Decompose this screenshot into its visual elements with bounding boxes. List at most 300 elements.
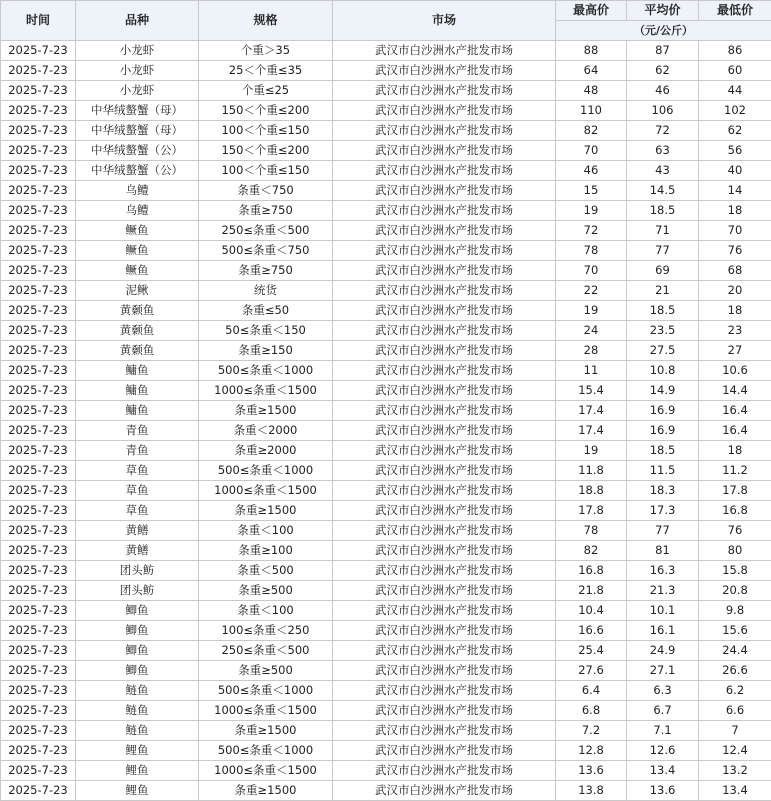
cell-min-price: 15.8	[699, 561, 771, 581]
cell-spec: 100＜个重≤150	[199, 121, 333, 141]
cell-spec: 150＜个重≤200	[199, 141, 333, 161]
cell-variety: 团头鲂	[76, 561, 199, 581]
cell-min-price: 13.2	[699, 761, 771, 781]
cell-spec: 统货	[199, 281, 333, 301]
cell-avg-price: 13.6	[627, 781, 699, 801]
table-row	[1, 781, 771, 801]
cell-max-price: 6.4	[556, 681, 627, 701]
cell-market: 武汉市白沙洲水产批发市场	[333, 401, 556, 421]
cell-variety: 中华绒螯蟹（母）	[76, 121, 199, 141]
cell-spec: 1000≤条重＜1500	[199, 381, 333, 401]
cell-min-price: 16.4	[699, 401, 771, 421]
cell-date: 2025-7-23	[1, 741, 76, 761]
table-row	[1, 741, 771, 761]
cell-spec: 条重≥1500	[199, 721, 333, 741]
cell-spec: 1000≤条重＜1500	[199, 761, 333, 781]
cell-date: 2025-7-23	[1, 261, 76, 281]
cell-min-price: 27	[699, 341, 771, 361]
cell-market: 武汉市白沙洲水产批发市场	[333, 601, 556, 621]
cell-max-price: 17.4	[556, 421, 627, 441]
cell-min-price: 16.4	[699, 421, 771, 441]
cell-variety: 鲤鱼	[76, 741, 199, 761]
cell-avg-price: 6.7	[627, 701, 699, 721]
table-row	[1, 481, 771, 501]
cell-spec: 条重≥100	[199, 541, 333, 561]
cell-min-price: 24.4	[699, 641, 771, 661]
cell-avg-price: 69	[627, 261, 699, 281]
header-avg-price: 平均价	[627, 1, 699, 21]
cell-date: 2025-7-23	[1, 721, 76, 741]
cell-market: 武汉市白沙洲水产批发市场	[333, 741, 556, 761]
cell-variety: 乌鳢	[76, 181, 199, 201]
cell-variety: 鳙鱼	[76, 361, 199, 381]
cell-max-price: 82	[556, 121, 627, 141]
header-min-price: 最低价	[699, 1, 771, 21]
cell-date: 2025-7-23	[1, 41, 76, 61]
cell-spec: 条重≤50	[199, 301, 333, 321]
cell-market: 武汉市白沙洲水产批发市场	[333, 441, 556, 461]
cell-market: 武汉市白沙洲水产批发市场	[333, 381, 556, 401]
cell-date: 2025-7-23	[1, 161, 76, 181]
cell-avg-price: 18.5	[627, 301, 699, 321]
cell-min-price: 10.6	[699, 361, 771, 381]
table-header	[1, 1, 771, 41]
cell-market: 武汉市白沙洲水产批发市场	[333, 201, 556, 221]
cell-spec: 1000≤条重＜1500	[199, 481, 333, 501]
cell-spec: 1000≤条重＜1500	[199, 701, 333, 721]
cell-min-price: 14.4	[699, 381, 771, 401]
cell-max-price: 16.8	[556, 561, 627, 581]
cell-avg-price: 6.3	[627, 681, 699, 701]
cell-market: 武汉市白沙洲水产批发市场	[333, 101, 556, 121]
cell-date: 2025-7-23	[1, 621, 76, 641]
cell-variety: 鳙鱼	[76, 381, 199, 401]
cell-max-price: 21.8	[556, 581, 627, 601]
cell-market: 武汉市白沙洲水产批发市场	[333, 761, 556, 781]
cell-spec: 个重＞35	[199, 41, 333, 61]
cell-variety: 鲢鱼	[76, 721, 199, 741]
cell-spec: 个重≤25	[199, 81, 333, 101]
cell-market: 武汉市白沙洲水产批发市场	[333, 181, 556, 201]
cell-variety: 中华绒螯蟹（公）	[76, 141, 199, 161]
cell-date: 2025-7-23	[1, 61, 76, 81]
cell-variety: 小龙虾	[76, 41, 199, 61]
cell-avg-price: 21	[627, 281, 699, 301]
cell-market: 武汉市白沙洲水产批发市场	[333, 481, 556, 501]
cell-spec: 250≤条重＜500	[199, 221, 333, 241]
table-row	[1, 721, 771, 741]
cell-market: 武汉市白沙洲水产批发市场	[333, 281, 556, 301]
cell-avg-price: 18.3	[627, 481, 699, 501]
table-row	[1, 361, 771, 381]
cell-max-price: 78	[556, 241, 627, 261]
cell-date: 2025-7-23	[1, 661, 76, 681]
cell-max-price: 82	[556, 541, 627, 561]
cell-date: 2025-7-23	[1, 521, 76, 541]
cell-max-price: 18.8	[556, 481, 627, 501]
cell-date: 2025-7-23	[1, 381, 76, 401]
cell-min-price: 14	[699, 181, 771, 201]
cell-max-price: 11	[556, 361, 627, 381]
table-row	[1, 541, 771, 561]
cell-spec: 条重≥2000	[199, 441, 333, 461]
cell-spec: 条重＜100	[199, 521, 333, 541]
header-market: 市场	[333, 1, 556, 41]
cell-market: 武汉市白沙洲水产批发市场	[333, 781, 556, 801]
table-row	[1, 561, 771, 581]
table-row	[1, 581, 771, 601]
cell-avg-price: 27.1	[627, 661, 699, 681]
cell-market: 武汉市白沙洲水产批发市场	[333, 501, 556, 521]
table-row	[1, 261, 771, 281]
cell-date: 2025-7-23	[1, 301, 76, 321]
cell-min-price: 15.6	[699, 621, 771, 641]
cell-date: 2025-7-23	[1, 461, 76, 481]
cell-variety: 鲤鱼	[76, 781, 199, 801]
cell-max-price: 12.8	[556, 741, 627, 761]
cell-date: 2025-7-23	[1, 101, 76, 121]
cell-avg-price: 77	[627, 241, 699, 261]
cell-market: 武汉市白沙洲水产批发市场	[333, 521, 556, 541]
cell-min-price: 6.6	[699, 701, 771, 721]
cell-date: 2025-7-23	[1, 601, 76, 621]
table-body	[1, 41, 771, 801]
cell-date: 2025-7-23	[1, 701, 76, 721]
cell-max-price: 16.6	[556, 621, 627, 641]
cell-variety: 黄鳝	[76, 541, 199, 561]
cell-variety: 草鱼	[76, 461, 199, 481]
cell-max-price: 27.6	[556, 661, 627, 681]
cell-avg-price: 16.9	[627, 421, 699, 441]
cell-max-price: 78	[556, 521, 627, 541]
cell-date: 2025-7-23	[1, 181, 76, 201]
cell-max-price: 13.6	[556, 761, 627, 781]
cell-spec: 100≤条重＜250	[199, 621, 333, 641]
cell-max-price: 19	[556, 441, 627, 461]
table-row	[1, 401, 771, 421]
cell-min-price: 80	[699, 541, 771, 561]
table-row	[1, 421, 771, 441]
header-date: 时间	[1, 1, 76, 41]
cell-date: 2025-7-23	[1, 321, 76, 341]
table-row	[1, 81, 771, 101]
cell-spec: 条重≥750	[199, 201, 333, 221]
cell-date: 2025-7-23	[1, 681, 76, 701]
header-spec: 规格	[199, 1, 333, 41]
table-row	[1, 141, 771, 161]
cell-date: 2025-7-23	[1, 361, 76, 381]
cell-market: 武汉市白沙洲水产批发市场	[333, 621, 556, 641]
cell-spec: 500≤条重＜750	[199, 241, 333, 261]
cell-market: 武汉市白沙洲水产批发市场	[333, 461, 556, 481]
cell-date: 2025-7-23	[1, 781, 76, 801]
cell-avg-price: 77	[627, 521, 699, 541]
cell-variety: 鳙鱼	[76, 401, 199, 421]
cell-market: 武汉市白沙洲水产批发市场	[333, 81, 556, 101]
cell-min-price: 60	[699, 61, 771, 81]
table-row	[1, 41, 771, 61]
cell-max-price: 13.8	[556, 781, 627, 801]
cell-avg-price: 21.3	[627, 581, 699, 601]
cell-variety: 黄鳝	[76, 521, 199, 541]
table-row	[1, 381, 771, 401]
cell-date: 2025-7-23	[1, 201, 76, 221]
cell-max-price: 110	[556, 101, 627, 121]
cell-spec: 250≤条重＜500	[199, 641, 333, 661]
cell-date: 2025-7-23	[1, 121, 76, 141]
cell-variety: 鲢鱼	[76, 701, 199, 721]
cell-max-price: 19	[556, 201, 627, 221]
cell-variety: 鲤鱼	[76, 761, 199, 781]
table-row	[1, 681, 771, 701]
cell-min-price: 18	[699, 201, 771, 221]
cell-min-price: 102	[699, 101, 771, 121]
cell-spec: 500≤条重＜1000	[199, 681, 333, 701]
cell-max-price: 7.2	[556, 721, 627, 741]
cell-market: 武汉市白沙洲水产批发市场	[333, 641, 556, 661]
cell-variety: 黄颡鱼	[76, 301, 199, 321]
table-row	[1, 221, 771, 241]
cell-variety: 黄颡鱼	[76, 341, 199, 361]
cell-min-price: 20	[699, 281, 771, 301]
cell-variety: 中华绒螯蟹（公）	[76, 161, 199, 181]
cell-variety: 鲫鱼	[76, 661, 199, 681]
cell-avg-price: 10.8	[627, 361, 699, 381]
cell-min-price: 86	[699, 41, 771, 61]
cell-variety: 青鱼	[76, 441, 199, 461]
cell-avg-price: 63	[627, 141, 699, 161]
cell-min-price: 68	[699, 261, 771, 281]
cell-min-price: 76	[699, 241, 771, 261]
table-row	[1, 641, 771, 661]
cell-market: 武汉市白沙洲水产批发市场	[333, 261, 556, 281]
cell-variety: 乌鳢	[76, 201, 199, 221]
cell-min-price: 76	[699, 521, 771, 541]
cell-market: 武汉市白沙洲水产批发市场	[333, 221, 556, 241]
cell-avg-price: 16.9	[627, 401, 699, 421]
cell-date: 2025-7-23	[1, 561, 76, 581]
cell-variety: 青鱼	[76, 421, 199, 441]
table-row	[1, 201, 771, 221]
cell-min-price: 9.8	[699, 601, 771, 621]
cell-market: 武汉市白沙洲水产批发市场	[333, 581, 556, 601]
cell-date: 2025-7-23	[1, 441, 76, 461]
cell-max-price: 25.4	[556, 641, 627, 661]
cell-date: 2025-7-23	[1, 241, 76, 261]
table-row	[1, 701, 771, 721]
cell-avg-price: 16.1	[627, 621, 699, 641]
cell-avg-price: 71	[627, 221, 699, 241]
cell-variety: 泥鳅	[76, 281, 199, 301]
table-row	[1, 101, 771, 121]
cell-spec: 条重≥1500	[199, 401, 333, 421]
cell-max-price: 15	[556, 181, 627, 201]
cell-max-price: 48	[556, 81, 627, 101]
cell-market: 武汉市白沙洲水产批发市场	[333, 541, 556, 561]
cell-date: 2025-7-23	[1, 81, 76, 101]
table-row	[1, 301, 771, 321]
cell-variety: 小龙虾	[76, 81, 199, 101]
cell-avg-price: 62	[627, 61, 699, 81]
cell-variety: 鳜鱼	[76, 241, 199, 261]
cell-variety: 鲫鱼	[76, 641, 199, 661]
cell-spec: 100＜个重≤150	[199, 161, 333, 181]
cell-spec: 条重＜750	[199, 181, 333, 201]
cell-variety: 草鱼	[76, 481, 199, 501]
cell-spec: 条重≥750	[199, 261, 333, 281]
cell-avg-price: 18.5	[627, 441, 699, 461]
cell-max-price: 28	[556, 341, 627, 361]
table-row	[1, 761, 771, 781]
cell-min-price: 62	[699, 121, 771, 141]
cell-date: 2025-7-23	[1, 481, 76, 501]
cell-variety: 团头鲂	[76, 581, 199, 601]
cell-spec: 500≤条重＜1000	[199, 741, 333, 761]
cell-avg-price: 24.9	[627, 641, 699, 661]
cell-market: 武汉市白沙洲水产批发市场	[333, 41, 556, 61]
cell-market: 武汉市白沙洲水产批发市场	[333, 321, 556, 341]
cell-market: 武汉市白沙洲水产批发市场	[333, 721, 556, 741]
cell-min-price: 44	[699, 81, 771, 101]
header-max-price: 最高价	[556, 1, 627, 21]
cell-max-price: 17.8	[556, 501, 627, 521]
cell-spec: 50≤条重＜150	[199, 321, 333, 341]
cell-min-price: 20.8	[699, 581, 771, 601]
cell-max-price: 6.8	[556, 701, 627, 721]
cell-spec: 条重≥500	[199, 661, 333, 681]
header-variety: 品种	[76, 1, 199, 41]
cell-date: 2025-7-23	[1, 421, 76, 441]
cell-market: 武汉市白沙洲水产批发市场	[333, 561, 556, 581]
cell-market: 武汉市白沙洲水产批发市场	[333, 161, 556, 181]
cell-max-price: 70	[556, 141, 627, 161]
cell-avg-price: 16.3	[627, 561, 699, 581]
cell-avg-price: 43	[627, 161, 699, 181]
cell-market: 武汉市白沙洲水产批发市场	[333, 681, 556, 701]
cell-min-price: 11.2	[699, 461, 771, 481]
table-row	[1, 441, 771, 461]
cell-min-price: 6.2	[699, 681, 771, 701]
cell-min-price: 7	[699, 721, 771, 741]
cell-avg-price: 17.3	[627, 501, 699, 521]
cell-min-price: 18	[699, 441, 771, 461]
cell-spec: 条重≥1500	[199, 501, 333, 521]
cell-max-price: 72	[556, 221, 627, 241]
cell-min-price: 16.8	[699, 501, 771, 521]
cell-variety: 鲢鱼	[76, 681, 199, 701]
table-row	[1, 341, 771, 361]
header-price-unit: （元/公斤）	[556, 21, 771, 41]
table-row	[1, 161, 771, 181]
cell-spec: 条重≥150	[199, 341, 333, 361]
cell-market: 武汉市白沙洲水产批发市场	[333, 301, 556, 321]
cell-min-price: 70	[699, 221, 771, 241]
cell-avg-price: 18.5	[627, 201, 699, 221]
cell-spec: 条重＜2000	[199, 421, 333, 441]
cell-market: 武汉市白沙洲水产批发市场	[333, 241, 556, 261]
cell-spec: 500≤条重＜1000	[199, 361, 333, 381]
table-row	[1, 501, 771, 521]
cell-date: 2025-7-23	[1, 281, 76, 301]
cell-variety: 鲫鱼	[76, 621, 199, 641]
table-row	[1, 661, 771, 681]
cell-avg-price: 10.1	[627, 601, 699, 621]
cell-market: 武汉市白沙洲水产批发市场	[333, 661, 556, 681]
cell-min-price: 17.8	[699, 481, 771, 501]
cell-market: 武汉市白沙洲水产批发市场	[333, 701, 556, 721]
cell-avg-price: 27.5	[627, 341, 699, 361]
cell-max-price: 46	[556, 161, 627, 181]
cell-variety: 鲫鱼	[76, 601, 199, 621]
table-row	[1, 621, 771, 641]
table-row	[1, 321, 771, 341]
table-row	[1, 121, 771, 141]
cell-date: 2025-7-23	[1, 541, 76, 561]
cell-market: 武汉市白沙洲水产批发市场	[333, 61, 556, 81]
cell-avg-price: 14.5	[627, 181, 699, 201]
cell-avg-price: 12.6	[627, 741, 699, 761]
table-row	[1, 281, 771, 301]
cell-spec: 条重＜500	[199, 561, 333, 581]
cell-market: 武汉市白沙洲水产批发市场	[333, 421, 556, 441]
cell-min-price: 12.4	[699, 741, 771, 761]
cell-max-price: 64	[556, 61, 627, 81]
cell-date: 2025-7-23	[1, 341, 76, 361]
cell-variety: 黄颡鱼	[76, 321, 199, 341]
cell-date: 2025-7-23	[1, 401, 76, 421]
cell-variety: 鳜鱼	[76, 261, 199, 281]
cell-variety: 中华绒螯蟹（母）	[76, 101, 199, 121]
cell-avg-price: 106	[627, 101, 699, 121]
cell-date: 2025-7-23	[1, 581, 76, 601]
cell-variety: 鳜鱼	[76, 221, 199, 241]
cell-avg-price: 14.9	[627, 381, 699, 401]
cell-max-price: 17.4	[556, 401, 627, 421]
cell-max-price: 11.8	[556, 461, 627, 481]
cell-min-price: 40	[699, 161, 771, 181]
cell-market: 武汉市白沙洲水产批发市场	[333, 361, 556, 381]
cell-max-price: 24	[556, 321, 627, 341]
cell-date: 2025-7-23	[1, 141, 76, 161]
cell-min-price: 18	[699, 301, 771, 321]
cell-avg-price: 81	[627, 541, 699, 561]
table-row	[1, 461, 771, 481]
table-row	[1, 181, 771, 201]
cell-max-price: 19	[556, 301, 627, 321]
cell-variety: 草鱼	[76, 501, 199, 521]
cell-max-price: 88	[556, 41, 627, 61]
table-row	[1, 61, 771, 81]
cell-avg-price: 23.5	[627, 321, 699, 341]
cell-spec: 150＜个重≤200	[199, 101, 333, 121]
cell-spec: 500≤条重＜1000	[199, 461, 333, 481]
cell-avg-price: 87	[627, 41, 699, 61]
table-row	[1, 601, 771, 621]
cell-max-price: 22	[556, 281, 627, 301]
cell-spec: 25＜个重≤35	[199, 61, 333, 81]
cell-min-price: 26.6	[699, 661, 771, 681]
cell-spec: 条重＜100	[199, 601, 333, 621]
cell-avg-price: 13.4	[627, 761, 699, 781]
cell-min-price: 23	[699, 321, 771, 341]
cell-date: 2025-7-23	[1, 221, 76, 241]
cell-avg-price: 72	[627, 121, 699, 141]
cell-max-price: 70	[556, 261, 627, 281]
cell-avg-price: 7.1	[627, 721, 699, 741]
cell-market: 武汉市白沙洲水产批发市场	[333, 341, 556, 361]
table-row	[1, 521, 771, 541]
cell-max-price: 15.4	[556, 381, 627, 401]
